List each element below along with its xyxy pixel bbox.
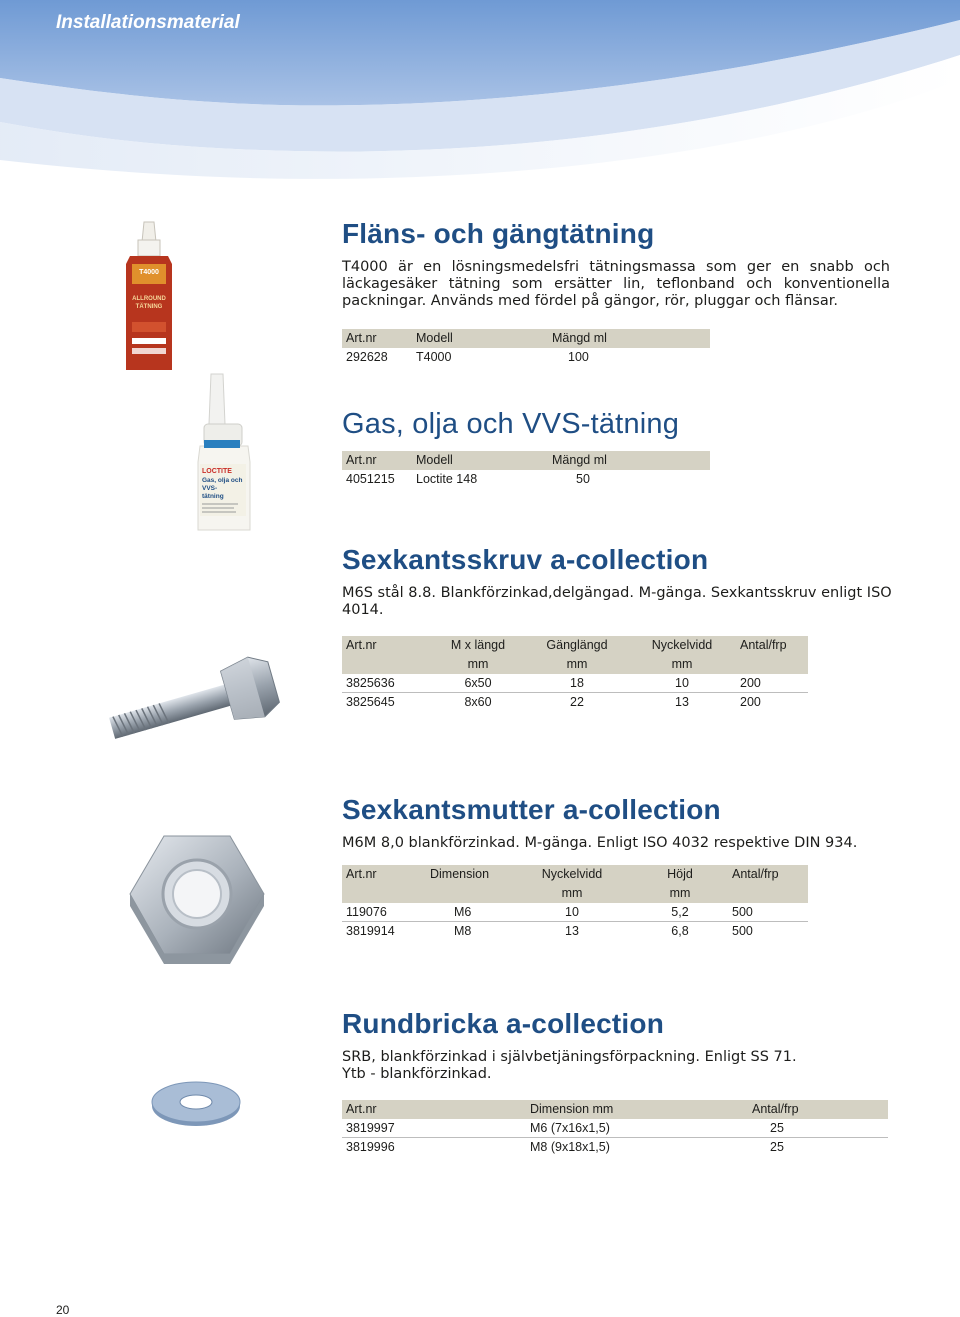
- sealant-tube-image: [118, 220, 180, 372]
- bottle-brand-text: LOCTITE: [202, 468, 232, 475]
- column-header: Nyckelvidd: [512, 865, 632, 884]
- column-header: Höjd: [632, 865, 728, 884]
- table-row: [342, 674, 808, 693]
- column-header: Art.nr: [342, 636, 430, 655]
- column-unit: [342, 884, 426, 903]
- table-header-row: [342, 451, 710, 470]
- column-unit: [736, 655, 808, 674]
- table-cell: 500: [732, 924, 753, 938]
- table-row: [342, 693, 808, 712]
- column-header: M x längd: [430, 636, 526, 655]
- table-cell: 18: [526, 674, 628, 693]
- column-unit: mm: [512, 884, 632, 903]
- product-table: [342, 636, 808, 711]
- column-header: Art.nr: [342, 865, 426, 884]
- loctite-bottle-image: [194, 372, 254, 534]
- table-cell: M8 (9x18x1,5): [530, 1140, 610, 1154]
- section-hex-nut: [342, 794, 902, 940]
- table-row: [342, 470, 710, 488]
- table-header-row: [342, 329, 710, 348]
- column-unit: mm: [628, 655, 736, 674]
- column-unit: [426, 884, 512, 903]
- column-header: Modell: [412, 451, 548, 470]
- table-cell: 200: [740, 695, 761, 709]
- section-washer: [342, 1008, 902, 1156]
- product-table: [342, 329, 710, 366]
- table-cell: 25: [770, 1140, 784, 1154]
- table-cell: 13: [565, 924, 579, 938]
- column-unit: mm: [526, 655, 628, 674]
- section-title: Gas, olja och VVS-tätning: [342, 408, 680, 440]
- table-cell: 6,8: [671, 924, 689, 938]
- column-header: Antal/frp: [748, 1100, 888, 1119]
- table-header-row: [342, 1100, 888, 1119]
- section-description: M6M 8,0 blankförzinkad. M-gänga. Enligt ISO 4032 respektive DIN 934.: [342, 835, 858, 851]
- product-table: [342, 1100, 888, 1156]
- section-header-title: Installationsmaterial: [56, 12, 240, 33]
- table-cell: 200: [736, 674, 808, 693]
- table-cell: 100: [568, 350, 589, 364]
- table-header-row: [342, 865, 808, 884]
- table-cell: 3819996: [346, 1140, 395, 1154]
- column-header: Nyckelvidd: [628, 636, 736, 655]
- bottle-label-line2: VVS-: [202, 485, 218, 492]
- column-header: Antal/frp: [736, 636, 808, 655]
- table-cell: 119076: [342, 903, 426, 922]
- product-table: [342, 451, 710, 488]
- table-cell: 3819997: [342, 1119, 526, 1138]
- table-cell: 10: [512, 903, 632, 922]
- table-row: [342, 1119, 888, 1138]
- column-header: Gänglängd: [526, 636, 628, 655]
- column-header: Mängd ml: [548, 451, 710, 470]
- bottle-label-line3: tätning: [202, 493, 224, 500]
- section-title: Fläns- och gängtätning: [342, 218, 655, 249]
- table-cell: 6x50: [430, 674, 526, 693]
- hex-bolt-image: [98, 656, 288, 748]
- table-cell: 292628: [346, 350, 388, 364]
- table-row: [342, 903, 808, 922]
- column-header: Art.nr: [342, 1100, 526, 1119]
- tube-brand-text: T4000: [139, 269, 159, 276]
- table-unit-row: [342, 884, 808, 903]
- column-unit: mm: [430, 655, 526, 674]
- table-cell: M6: [426, 903, 512, 922]
- tube-label-line1: ALLROUND: [132, 296, 166, 302]
- product-table: [342, 865, 808, 940]
- column-header: Mängd ml: [548, 329, 710, 348]
- hex-nut-image: [124, 826, 270, 966]
- section-flange-sealing: [342, 218, 892, 366]
- table-cell: Loctite 148: [416, 472, 478, 486]
- table-cell: 50: [576, 472, 590, 486]
- table-cell: 3819914: [346, 924, 395, 938]
- table-row: [342, 922, 808, 941]
- table-header-row: [342, 636, 808, 655]
- column-unit: mm: [632, 884, 728, 903]
- section-title: Sexkantsskruv a-collection: [342, 544, 709, 575]
- table-cell: 10: [628, 674, 736, 693]
- table-cell: T4000: [416, 350, 452, 364]
- column-header: Dimension mm: [526, 1100, 748, 1119]
- table-cell: 8x60: [464, 695, 492, 709]
- bottle-label-line1: Gas, olja och: [202, 477, 243, 484]
- table-cell: 22: [570, 695, 584, 709]
- table-row: [342, 1138, 888, 1157]
- section-title: Rundbricka a-collection: [342, 1008, 664, 1039]
- table-cell: 3825645: [346, 695, 395, 709]
- page-number: 20: [56, 1303, 70, 1317]
- column-header: Art.nr: [342, 329, 412, 348]
- table-row: [342, 348, 710, 366]
- table-unit-row: [342, 655, 808, 674]
- column-unit: [728, 884, 808, 903]
- table-cell: 3825636: [342, 674, 430, 693]
- table-cell: 25: [748, 1119, 888, 1138]
- section-gas-oil-sealing: [342, 408, 892, 488]
- column-header: Art.nr: [342, 451, 412, 470]
- section-description: T4000 är en lösningsmedelsfri tätningsmassa som ger en snabb och läckagesäker tätning som ersätter lin, teflonband och konventionella packningar. Används med fördel på gängor, rör, pluggar och flänsar.: [342, 259, 890, 309]
- section-hex-bolt: [342, 544, 902, 711]
- table-cell: M8: [454, 924, 472, 938]
- column-header: Modell: [412, 329, 548, 348]
- section-title: Sexkantsmutter a-collection: [342, 794, 721, 825]
- section-description-line2: Ytb - blankförzinkad.: [342, 1066, 492, 1082]
- section-description: M6S stål 8.8. Blankförzinkad,delgängad. M-gänga. Sexkantsskruv enligt ISO 4014.: [342, 585, 892, 618]
- column-header: Dimension: [426, 865, 512, 884]
- table-cell: 4051215: [346, 472, 395, 486]
- column-header: Antal/frp: [728, 865, 808, 884]
- table-cell: 5,2: [632, 903, 728, 922]
- section-description-line1: SRB, blankförzinkad i självbetjäningsförpackning. Enligt SS 71.: [342, 1049, 797, 1065]
- table-cell: 13: [675, 695, 689, 709]
- table-cell: 500: [728, 903, 808, 922]
- tube-label-line2: TÄTNING: [135, 304, 163, 310]
- column-unit: [342, 655, 430, 674]
- washer-image: [150, 1078, 242, 1128]
- table-cell: M6 (7x16x1,5): [526, 1119, 748, 1138]
